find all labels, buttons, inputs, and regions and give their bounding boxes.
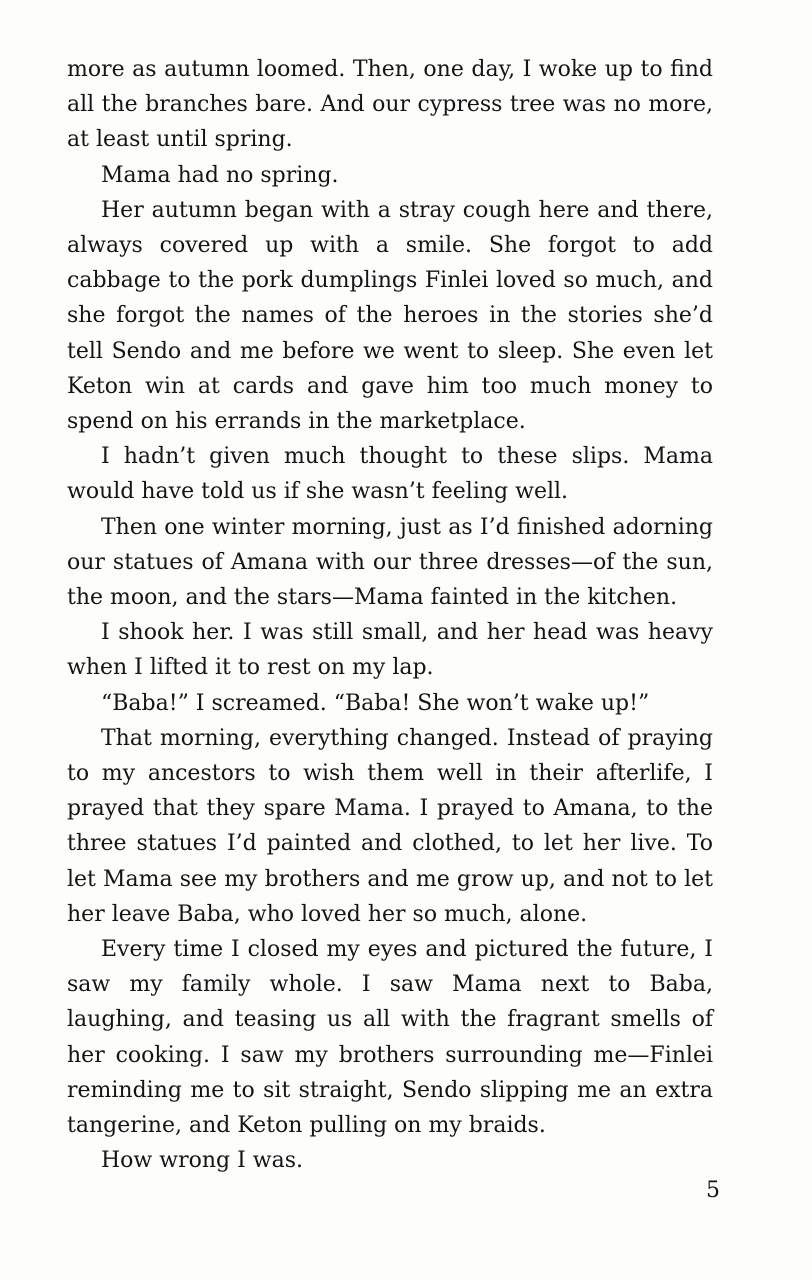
paragraph-2: Mama had no spring. [101, 162, 339, 188]
paragraph-4: I hadn’t given much thought to these slips. Mama would have told us if she wasn’t feeling well. [67, 444, 713, 505]
paragraph-1: more as autumn loomed. Then, one day, I woke up to find all the branches bare. And our cypress tree was no more, at least until spring. [67, 57, 713, 153]
paragraph-8: That morning, everything changed. Instead of praying to my ancestors to wish them well in their afterlife, I prayed that they spare Mama. I prayed to Amana, to the three statues I’d painted and clothed, to let her live. To let Mama see my brothers and me grow up, and not to let her leave Baba, who loved her so much, alone. [67, 725, 713, 927]
paragraph-5: Then one winter morning, just as I’d finished adorning our statues of Amana with our three dresses—of the sun, the moon, and the stars—Mama fainted in the kitchen. [67, 514, 713, 611]
paragraph-10: How wrong I was. [101, 1148, 304, 1174]
paragraph-9: Every time I closed my eyes and pictured the future, I saw my family whole. I saw Mama next to Baba, laughing, and teasing us all with the fragrant smells of her cooking. I saw my brothers surrounding me—Finlei reminding me to sit straight, Sendo slipping me an extra tangerine, and Keton pulling on my braids. [67, 937, 713, 1139]
paragraph-7: “Baba!” I screamed. “Baba! She won’t wake up!” [101, 690, 650, 716]
paragraph-3: Her autumn began with a stray cough here and there, always covered up with a smile. She forgot to add cabbage to the pork dumplings Finlei loved so much, and she forgot the names of the heroes in the stories she’d tell Sendo and me before we went to sleep. She even let Keton win at cards and gave him too much money to spend on his errands in the marketplace. [67, 197, 713, 435]
page-number: 5 [706, 1178, 720, 1203]
body-text [67, 52, 713, 1179]
paragraph-6: I shook her. I was still small, and her head was heavy when I lifted it to rest on my lap. [67, 620, 713, 681]
